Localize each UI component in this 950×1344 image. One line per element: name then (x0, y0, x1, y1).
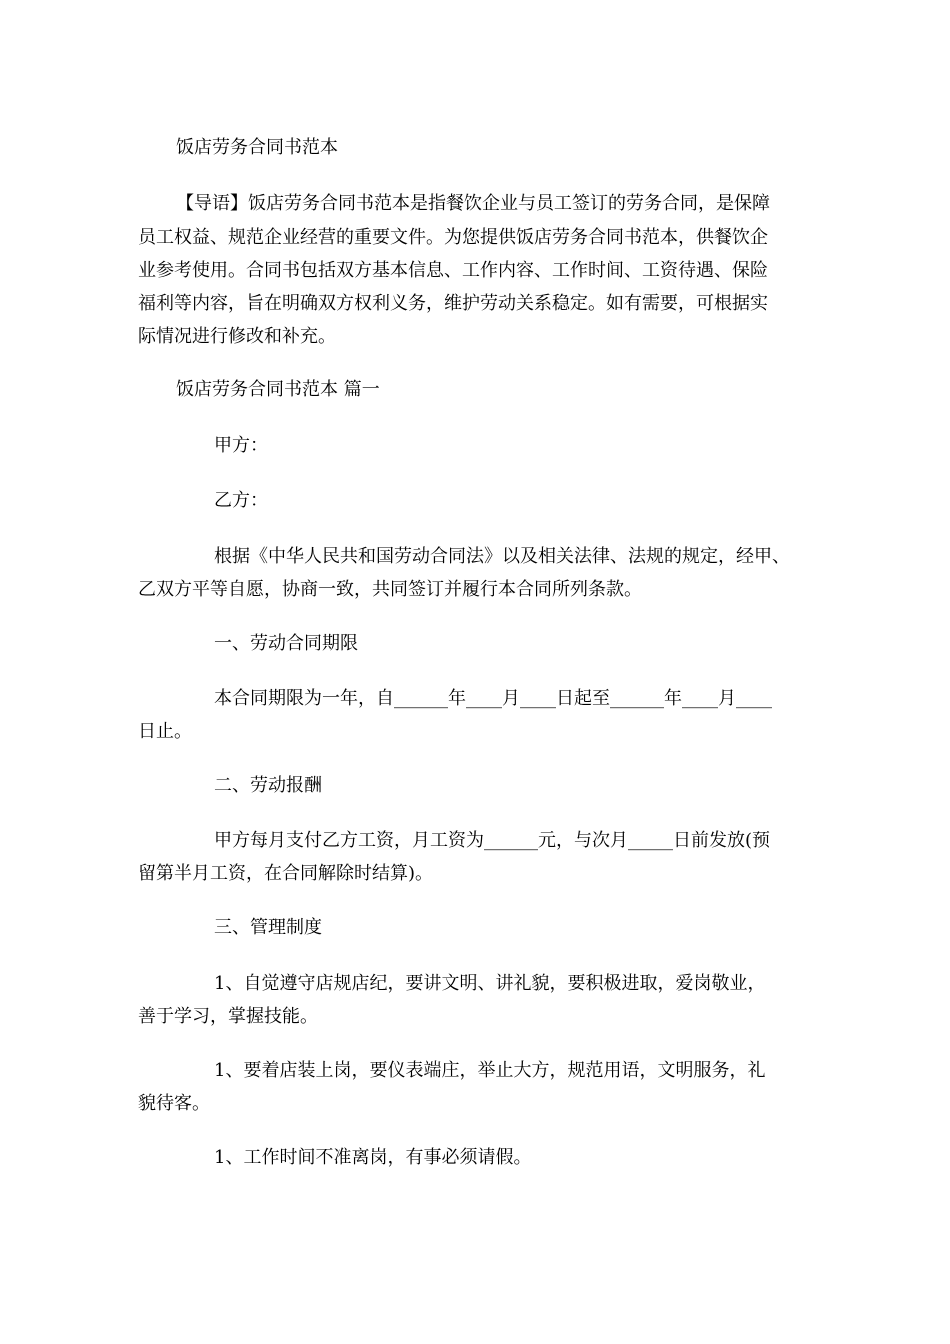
preamble-line-2: 乙双方平等自愿，协商一致，共同签订并履行本合同所列条款。 (138, 579, 642, 600)
clause-1-title: 一、劳动合同期限 (214, 633, 358, 654)
rule-2-line-2: 貌待客。 (138, 1093, 210, 1114)
intro-line-3: 业参考使用。合同书包括双方基本信息、工作内容、工作时间、工资待遇、保险 (138, 260, 768, 281)
rule-3-line-1: 1、工作时间不准离岗，有事必须请假。 (214, 1147, 532, 1168)
rule-2-line-1: 1、要着店装上岗，要仪表端庄，举止大方，规范用语，文明服务，礼 (214, 1060, 766, 1081)
rule-1-line-2: 善于学习，掌握技能。 (138, 1006, 318, 1027)
clause-3-title: 三、管理制度 (214, 917, 322, 938)
clause-2-line-2: 留第半月工资，在合同解除时结算)。 (138, 863, 434, 884)
document-title: 饭店劳务合同书范本 (176, 137, 338, 158)
party-a-label: 甲方： (214, 435, 268, 456)
section-title: 饭店劳务合同书范本 篇一 (176, 379, 380, 400)
intro-line-1: 【导语】饭店劳务合同书范本是指餐饮企业与员工签订的劳务合同，是保障 (176, 193, 770, 214)
clause-1-line-2: 日止。 (138, 721, 192, 742)
clause-2-title: 二、劳动报酬 (214, 775, 322, 796)
rule-1-line-1: 1、自觉遵守店规店纪，要讲文明、讲礼貌，要积极进取，爱岗敬业， (214, 973, 766, 994)
clause-1-line-1: 本合同期限为一年，自______年____月____日起至______年____月____ (214, 688, 772, 709)
intro-line-4: 福利等内容，旨在明确双方权利义务，维护劳动关系稳定。如有需要，可根据实 (138, 293, 768, 314)
intro-line-2: 员工权益、规范企业经营的重要文件。为您提供饭店劳务合同书范本，供餐饮企 (138, 227, 768, 248)
intro-line-5: 际情况进行修改和补充。 (138, 326, 336, 347)
party-b-label: 乙方： (214, 490, 268, 511)
preamble-line-1: 根据《中华人民共和国劳动合同法》以及相关法律、法规的规定，经甲、 (214, 546, 790, 567)
clause-2-line-1: 甲方每月支付乙方工资，月工资为______元，与次月_____日前发放(预 (214, 830, 771, 851)
